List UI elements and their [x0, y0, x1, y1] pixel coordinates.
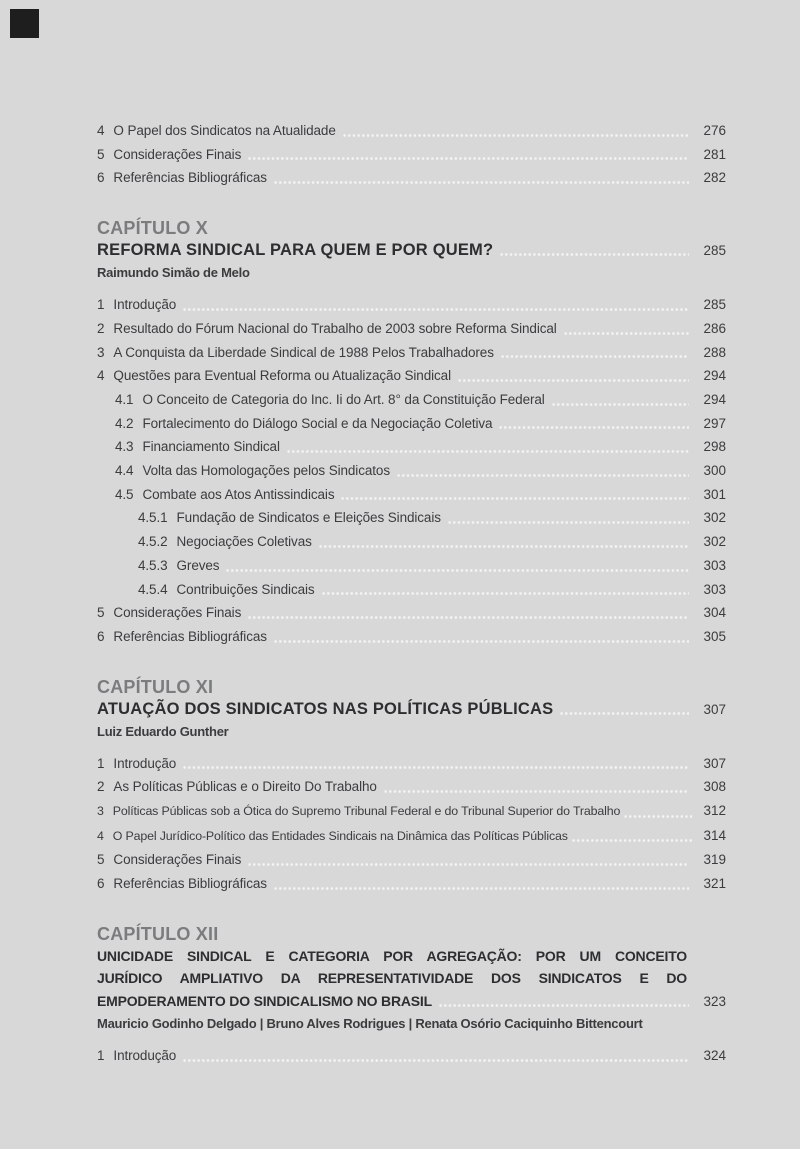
entry-label: Volta das Homologações pelos Sindicatos — [142, 463, 390, 479]
page-number: 302 — [703, 510, 726, 526]
entry-number: 4.5.1 — [138, 510, 168, 526]
toc-entry — [97, 625, 726, 649]
dot-leader — [499, 426, 689, 429]
entry-number: 4.5.2 — [138, 534, 168, 550]
entry-number: 2 — [97, 320, 105, 336]
toc-entry — [97, 824, 726, 849]
page-number: 298 — [703, 439, 726, 455]
entry-number: 4.5.4 — [138, 581, 168, 597]
entry-number: 6 — [97, 170, 105, 186]
page-number: 302 — [703, 534, 726, 550]
toc-entry — [97, 530, 726, 554]
entry-label: Questões para Eventual Reforma ou Atualização Sindical — [113, 368, 451, 384]
toc-entry — [97, 166, 726, 190]
toc-entry — [97, 872, 726, 896]
page-number: 294 — [703, 368, 726, 384]
page-number: 282 — [703, 170, 726, 186]
toc-entry — [97, 435, 726, 459]
entry-number: 5 — [97, 146, 105, 162]
dot-leader — [248, 616, 689, 619]
entry-label: Fundação de Sindicatos e Eleições Sindicais — [176, 510, 441, 526]
dot-leader — [564, 332, 689, 335]
toc-entry — [97, 317, 726, 341]
page-number: 324 — [703, 1048, 726, 1064]
chapter-authors: Luiz Eduardo Gunther — [97, 723, 229, 739]
chapter-title-line: JURÍDICO AMPLIATIVO DA REPRESENTATIVIDADE DOS SINDICATOS E DO — [97, 970, 687, 987]
page-number: 286 — [703, 320, 726, 336]
chapter-title-text: REFORMA SINDICAL PARA QUEM E POR QUEM? — [97, 241, 494, 260]
dot-leader — [319, 545, 689, 548]
dot-leader — [397, 474, 689, 477]
entry-label: Financiamento Sindical — [142, 439, 280, 455]
entry-number: 3 — [97, 344, 105, 360]
toc-entry — [97, 459, 726, 483]
dot-leader — [560, 712, 689, 715]
chapter-block — [97, 217, 726, 649]
chapter-block — [97, 676, 726, 896]
toc-entry — [97, 848, 726, 872]
toc-entry — [97, 554, 726, 578]
entry-number: 5 — [97, 852, 105, 868]
page-number: 297 — [703, 415, 726, 431]
toc-entry — [97, 506, 726, 530]
chapter-title-text: EMPODERAMENTO DO SINDICALISMO NO BRASIL — [97, 992, 432, 1009]
entry-label: Fortalecimento do Diálogo Social e da Negociação Coletiva — [142, 415, 493, 431]
entry-label: Greves — [176, 557, 220, 573]
entry-label: Resultado do Fórum Nacional do Trabalho de 2003 sobre Reforma Sindical — [113, 320, 557, 336]
page-number: 305 — [703, 628, 726, 644]
corner-marker — [10, 9, 39, 38]
page-number: 301 — [703, 486, 726, 502]
dot-leader — [274, 887, 689, 890]
dot-leader — [287, 450, 689, 453]
entry-label: O Papel dos Sindicatos na Atualidade — [113, 123, 336, 138]
entry-label: Introdução — [113, 755, 177, 771]
entry-label: Referências Bibliográficas — [113, 628, 267, 644]
chapter-title-line: UNICIDADE SINDICAL E CATEGORIA POR AGREGAÇÃO: POR UM CONCEITO — [97, 947, 687, 964]
chapter-kicker: CAPÍTULO XI — [97, 676, 214, 697]
toc-entry — [97, 601, 726, 625]
dot-leader — [343, 134, 689, 137]
entry-label: O Conceito de Categoria do Inc. Ii do Art. 8° da Constituição Federal — [142, 391, 545, 407]
page-number: 285 — [703, 243, 726, 259]
entry-number: 3 — [97, 804, 104, 819]
entry-label: Referências Bibliográficas — [113, 170, 267, 186]
page-number: 281 — [703, 146, 726, 162]
entry-label: Referências Bibliográficas — [113, 876, 267, 892]
page-number: 303 — [703, 581, 726, 597]
toc-entry — [97, 143, 726, 167]
dot-leader — [322, 592, 689, 595]
entry-number: 4 — [97, 123, 105, 138]
entry-number: 4.1 — [115, 391, 134, 407]
dot-leader — [248, 863, 689, 866]
entry-label: Negociações Coletivas — [176, 534, 312, 550]
page-number: 319 — [703, 852, 726, 868]
entry-label: A Conquista da Liberdade Sindical de 1988 Pelos Trabalhadores — [113, 344, 494, 360]
toc-entry — [97, 364, 726, 388]
page-number: 307 — [703, 755, 726, 771]
chapter-title-text: ATUAÇÃO DOS SINDICATOS NAS POLÍTICAS PÚBLICAS — [97, 699, 554, 718]
page-number: 321 — [703, 876, 726, 892]
page-number: 303 — [703, 557, 726, 573]
entry-number: 1 — [97, 1048, 105, 1064]
entry-number: 4.4 — [115, 463, 134, 479]
page-number: 312 — [703, 803, 726, 819]
toc-entry — [97, 752, 726, 776]
entry-number: 5 — [97, 605, 105, 621]
page-number: 307 — [703, 701, 726, 717]
toc-items-group — [97, 119, 726, 190]
toc-entry — [97, 799, 726, 824]
page-number: 314 — [703, 827, 726, 843]
chapter-title-row — [97, 239, 726, 262]
entry-label: Introdução — [113, 1048, 177, 1064]
entry-number: 1 — [97, 755, 105, 771]
chapter-title — [97, 945, 687, 990]
toc-items-group — [97, 293, 726, 649]
toc-entry — [97, 1044, 726, 1068]
entry-number: 4.3 — [115, 439, 134, 455]
entry-label: Políticas Públicas sob a Ótica do Supremo Tribunal Federal e do Tribunal Superior do Trabalho — [112, 804, 621, 819]
toc-items-group — [97, 1044, 726, 1068]
page-number: 304 — [703, 605, 726, 621]
dot-leader — [183, 308, 689, 311]
dot-leader — [458, 379, 689, 382]
dot-leader — [274, 640, 689, 643]
entry-number: 6 — [97, 628, 105, 644]
dot-leader — [572, 839, 692, 842]
chapter-block — [97, 923, 726, 1068]
page-number: 294 — [703, 391, 726, 407]
toc-entry — [97, 341, 726, 365]
dot-leader — [274, 181, 689, 184]
entry-label: O Papel Jurídico-Político das Entidades Sindicais na Dinâmica das Políticas Públicas — [112, 828, 568, 843]
entry-number: 4.2 — [115, 415, 134, 431]
toc-entry — [97, 775, 726, 799]
toc-entry — [97, 293, 726, 317]
entry-number: 1 — [97, 297, 105, 313]
toc-entry — [97, 388, 726, 412]
entry-label: Combate aos Atos Antissindicais — [142, 486, 335, 502]
entry-label: Considerações Finais — [113, 852, 242, 868]
dot-leader — [341, 497, 689, 500]
page-number: 323 — [703, 993, 726, 1009]
dot-leader — [624, 815, 692, 818]
table-of-contents — [97, 119, 726, 1068]
chapter-title-row — [97, 698, 726, 721]
toc-entry — [97, 412, 726, 436]
page-number: 285 — [703, 297, 726, 313]
toc-items-group — [97, 752, 726, 896]
dot-leader — [552, 403, 689, 406]
dot-leader — [248, 157, 689, 160]
page-number: 300 — [703, 463, 726, 479]
chapter-kicker: CAPÍTULO X — [97, 218, 209, 239]
chapter-authors: Raimundo Simão de Melo — [97, 265, 250, 281]
entry-number: 4 — [97, 368, 105, 384]
entry-label: As Políticas Públicas e o Direito Do Trabalho — [113, 779, 377, 795]
entry-number: 4 — [97, 828, 104, 843]
entry-label: Introdução — [113, 297, 177, 313]
toc-items-block — [97, 119, 726, 190]
dot-leader — [501, 355, 689, 358]
toc-entry — [97, 119, 726, 143]
dot-leader — [500, 253, 689, 256]
entry-label: Contribuições Sindicais — [176, 581, 315, 597]
dot-leader — [439, 1004, 689, 1007]
entry-number: 4.5 — [115, 486, 134, 502]
dot-leader — [183, 1059, 689, 1062]
entry-label: Considerações Finais — [113, 146, 242, 162]
entry-number: 6 — [97, 876, 105, 892]
page-number: 308 — [703, 779, 726, 795]
toc-entry — [97, 483, 726, 507]
page-number: 288 — [703, 344, 726, 360]
page-number: 276 — [703, 123, 726, 138]
entry-label: Considerações Finais — [113, 605, 242, 621]
dot-leader — [226, 569, 689, 572]
chapter-kicker: CAPÍTULO XII — [97, 923, 219, 944]
entry-number: 2 — [97, 779, 105, 795]
dot-leader — [384, 790, 689, 793]
dot-leader — [183, 766, 689, 769]
chapter-title-row — [97, 990, 726, 1013]
dot-leader — [448, 521, 689, 524]
entry-number: 4.5.3 — [138, 557, 168, 573]
chapter-authors: Mauricio Godinho Delgado | Bruno Alves Rodrigues | Renata Osório Caciquinho Bittencourt — [97, 1016, 643, 1032]
toc-entry — [97, 578, 726, 602]
